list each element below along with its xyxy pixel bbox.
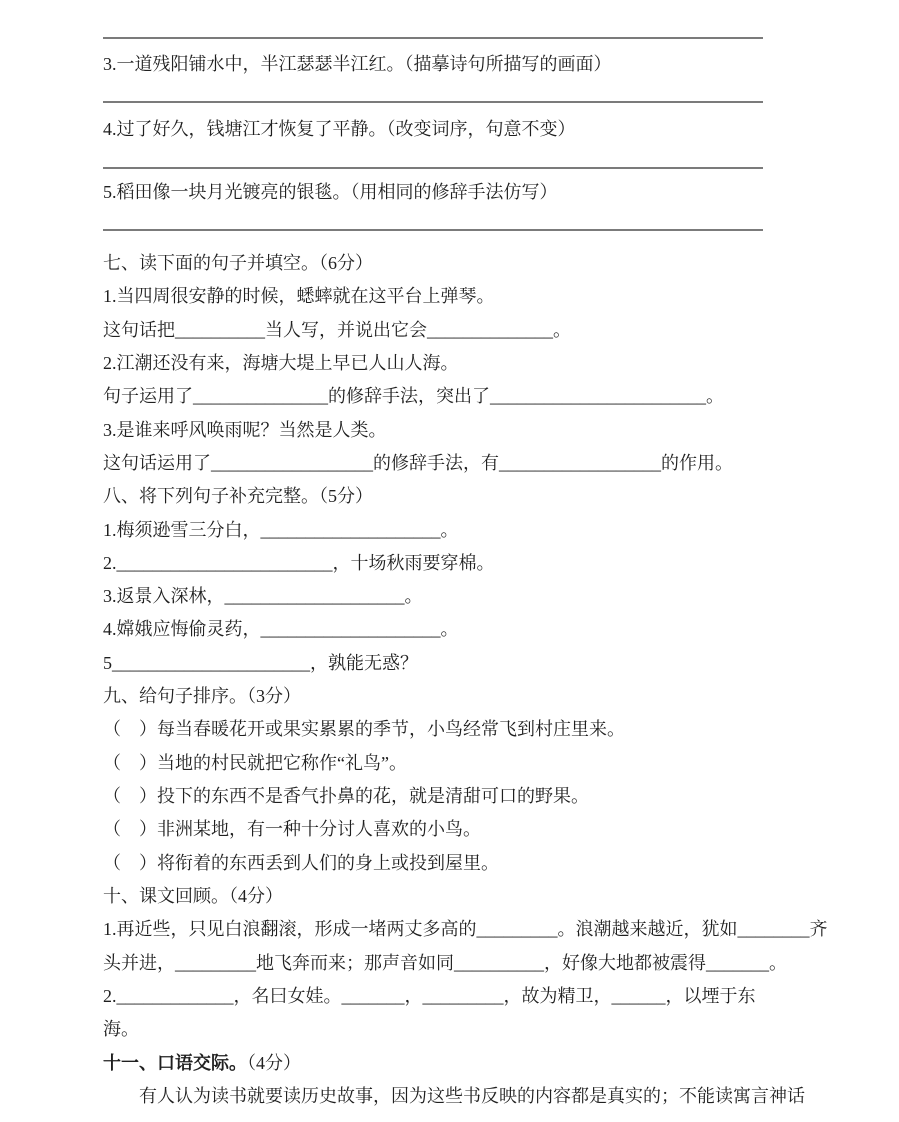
item-5-rewrite: 5.稻田像一块月光镀亮的银毯。（用相同的修辞手法仿写） xyxy=(103,182,558,202)
s10-item-2-line-2: 海。 xyxy=(103,1019,139,1040)
section-11-heading xyxy=(103,1047,803,1080)
s9-item-2: （ ）当地的村民就把它称作“礼鸟”。 xyxy=(103,752,407,773)
s7-item-3: 3.是谁来呼风唤雨呢？当然是人类。 xyxy=(103,419,387,440)
s7-item-1: 1.当四周很安静的时候，蟋蟀就在这平台上弹琴。 xyxy=(103,286,495,307)
s10-item-1-line-2: 头并进，_________地飞奔而来；那声音如同__________，好像大地都被震得_______。 xyxy=(103,952,787,973)
s8-item-4: 4.嫦娥应悔偷灵药，____________________。 xyxy=(103,619,459,640)
s7-item-2: 2.江潮还没有来，海塘大堤上早已人山人海。 xyxy=(103,352,459,373)
s9-item-5: （ ）将衔着的东西丢到人们的身上或投到屋里。 xyxy=(103,852,499,873)
section-10-heading: 十、课文回顾。（4分） xyxy=(103,885,283,906)
s8-item-1: 1.梅须逊雪三分白，____________________。 xyxy=(103,519,459,540)
s11-paragraph-line-1: 有人认为读书就要读历史故事，因为这些书反映的内容都是真实的；不能读寓言神话 xyxy=(103,1085,805,1106)
s8-item-3: 3.返景入深林，____________________。 xyxy=(103,586,423,607)
answer-line xyxy=(103,37,763,39)
section-6-rewrite-sentences xyxy=(103,0,803,247)
answer-line xyxy=(103,167,763,169)
section-7-heading: 七、读下面的句子并填空。（6分） xyxy=(103,253,373,273)
s7-item-3-blank: 这句话运用了__________________的修辞手法，有__________________的作用。 xyxy=(103,452,733,473)
s9-item-1: （ ）每当春暖花开或果实累累的季节，小鸟经常飞到村庄里来。 xyxy=(103,719,625,740)
answer-line xyxy=(103,101,763,103)
section-8-heading: 八、将下列句子补充完整。（5分） xyxy=(103,486,373,507)
section-9-heading: 九、给句子排序。（3分） xyxy=(103,686,301,707)
answer-line xyxy=(103,229,763,231)
item-3-rewrite: 3.一道残阳铺水中，半江瑟瑟半江红。（描摹诗句所描写的画面） xyxy=(103,54,612,74)
s10-item-2-line-1: 2._____________，名曰女娃。_______，_________，故为精卫，______，以堙于东 xyxy=(103,985,756,1006)
s7-item-1-blank: 这句话把__________当人写，并说出它会______________。 xyxy=(103,319,571,340)
section-11-heading-bold: 十一、口语交际。 xyxy=(103,1052,247,1073)
section-11-heading-score: （4分） xyxy=(247,1052,301,1073)
exam-body xyxy=(103,247,828,1113)
s7-item-2-blank: 句子运用了_______________的修辞手法，突出了________________________。 xyxy=(103,386,724,407)
s8-item-2: 2.________________________，十场秋雨要穿棉。 xyxy=(103,552,495,573)
s9-item-3: （ ）投下的东西不是香气扑鼻的花，就是清甜可口的野果。 xyxy=(103,786,589,806)
item-4-rewrite: 4.过了好久，钱塘江才恢复了平静。（改变词序，句意不变） xyxy=(103,119,576,139)
s10-item-1-line-1: 1.再近些，只见白浪翻滚，形成一堵两丈多高的_________。浪潮越来越近，犹如________齐 xyxy=(103,919,828,940)
s9-item-4: （ ）非洲某地，有一种十分讨人喜欢的小鸟。 xyxy=(103,819,481,840)
s8-item-5: 5______________________，孰能无惑？ xyxy=(103,652,418,673)
page-content xyxy=(103,0,828,1106)
